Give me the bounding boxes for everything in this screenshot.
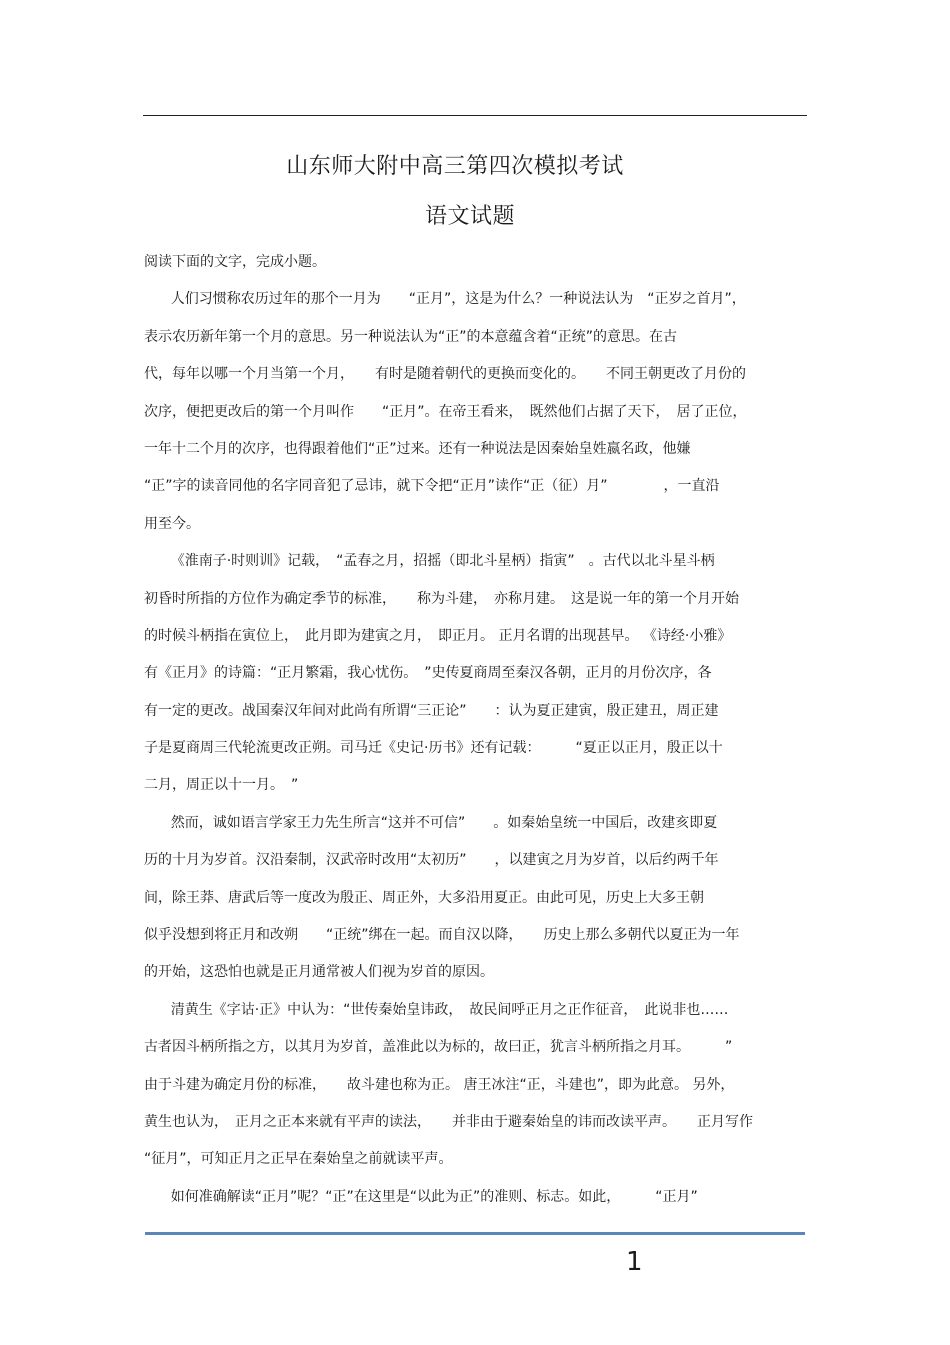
text-line: 似乎没想到将正月和改朔 “正统”绑在一起。而自汉以降， 历史上那么多朝代以夏正为一年 — [144, 927, 740, 944]
text-line: 的时候斗柄指在寅位上， 此月即为建寅之月， 即正月。 正月名谓的出现甚早。 《诗经·小雅》 — [144, 627, 732, 644]
text-line: 的开始，这恐怕也就是正月通常被人们视为岁首的原因。 — [144, 964, 494, 981]
text-line: 黄生也认为， 正月之正本来就有平声的读法， 并非由于避秦始皇的讳而改读平声。 正月写作 — [144, 1113, 753, 1130]
text-line: “正”字的读音同他的名字同音犯了忌讳，就下令把“正月”读作“正（征）月” ，一直沿 — [144, 478, 720, 495]
text-line: 古者因斗柄所指之方，以其月为岁首，盖准此以为标的，故曰正，犹言斗柄所指之月耳。 ” — [144, 1039, 733, 1056]
text-line: “征月”，可知正月之正早在秦始皇之前就读平声。 — [144, 1151, 453, 1168]
text-line: 有一定的更改。战国秦汉年间对此尚有所谓“三正论” ：认为夏正建寅，殷正建丑，周正建 — [144, 702, 719, 719]
text-line: 代，每年以哪一个月当第一个月， 有时是随着朝代的更换而变化的。 不同王朝更改了月份的 — [144, 366, 746, 383]
document-title: 山东师大附中高三第四次模拟考试 — [286, 154, 624, 179]
text-line: 二月，周正以十一月。 ” — [144, 777, 299, 794]
text-line: 一年十二个月的次序，也得跟着他们“正”过来。还有一种说法是因秦始皇姓嬴名政，他嫌 — [144, 440, 691, 457]
text-line: 清黄生《字诂·正》中认为：“世传秦始皇讳政， 故民间呼正月之正作征音， 此说非也…… — [144, 1001, 729, 1018]
text-line: 用至今。 — [144, 515, 200, 532]
body-text — [144, 244, 804, 1216]
header-rule — [143, 115, 807, 116]
text-line: 《淮南子·时则训》记载， “孟春之月，招摇（即北斗星柄）指寅” 。古代以北斗星斗柄 — [144, 553, 715, 570]
text-line: 次序，便把更改后的第一个月叫作 “正月”。在帝王看来， 既然他们占据了天下， 居了正位， — [144, 403, 747, 420]
text-line: 有《正月》的诗篇：“正月繁霜，我心忧伤。 ”史传夏商周至秦汉各朝，正月的月份次序，各 — [144, 665, 712, 682]
text-line: 初昏时所指的方位作为确定季节的标准， 称为斗建， 亦称月建。 这是说一年的第一个月开始 — [144, 590, 739, 607]
document-subtitle: 语文试题 — [424, 204, 515, 229]
text-line: 人们习惯称农历过年的那个一月为 “正月”，这是为什么？一种说法认为 “正岁之首月”， — [144, 291, 746, 308]
text-line: 然而，诚如语言学家王力先生所言“这并不可信” 。如秦始皇统一中国后，改建亥即夏 — [144, 814, 718, 831]
text-line: 由于斗建为确定月份的标准， 故斗建也称为正。 唐王冰注“正，斗建也”，即为此意。 另外， — [144, 1076, 735, 1093]
text-line: 如何准确解读“正月”呢？“正”在这里是“以此为正”的准则、标志。如此， “正月” — [144, 1188, 698, 1205]
text-line: 间，除王莽、唐武后等一度改为殷正、周正外，大多沿用夏正。由此可见，历史上大多王朝 — [144, 889, 704, 906]
text-line: 阅读下面的文字，完成小题。 — [144, 254, 326, 270]
text-line: 历的十月为岁首。汉沿秦制，汉武帝时改用“太初历” ，以建寅之月为岁首，以后约两千年 — [144, 852, 719, 869]
footer-rule — [145, 1232, 805, 1235]
page-number: 1 — [626, 1247, 643, 1277]
text-line: 表示农历新年第一个月的意思。另一种说法认为“正”的本意蕴含着“正统”的意思。在古 — [144, 328, 678, 345]
text-line: 子是夏商周三代轮流更改正朔。司马迁《史记·历书》还有记载： “夏正以正月，殷正以十 — [144, 740, 723, 757]
